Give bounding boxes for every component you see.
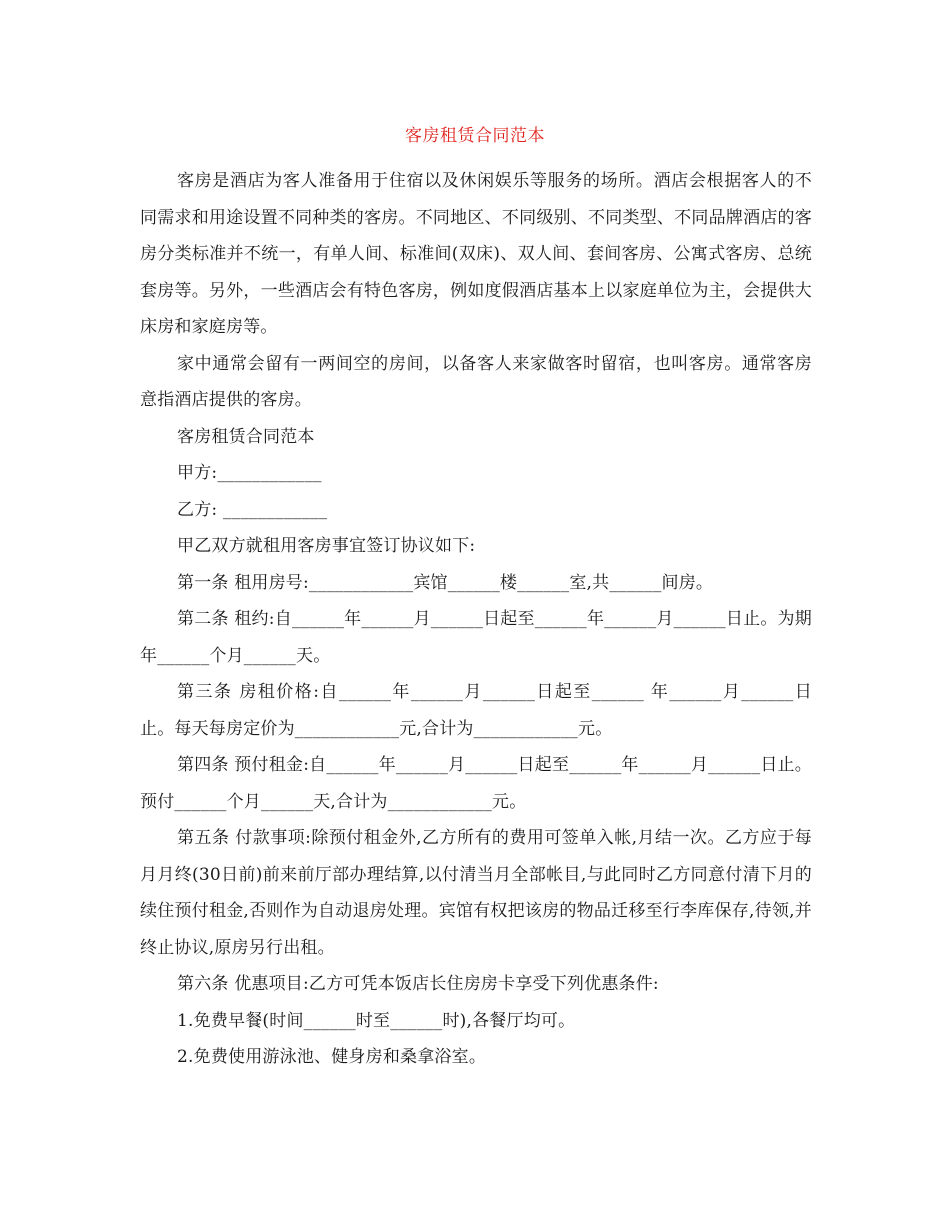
benefit-item-2: 2.免费使用游泳池、健身房和桑拿浴室。 bbox=[177, 1047, 487, 1067]
article-5-payment-terms: 第五条 付款事项:除预付租金外,乙方所有的费用可签单入帐,月结一次。乙方应于每月月终(30日前)前来前厅部办理结算,以付清当月全部帐目,与此同时乙方同意付清下月的续住预付租金,否则作为自动退房处理。宾馆有权把该房的物品迁移至行李库保存,待领,并终止协议,原房另行出租。 bbox=[140, 828, 812, 958]
article-1-room-number: 第一条 租用房号:____________宾馆______楼______室,共______间房。 bbox=[177, 572, 714, 593]
paragraph-party-a: 甲方:____________ bbox=[177, 463, 322, 483]
document-title: 客房租赁合同范本 bbox=[405, 126, 545, 146]
article-6-benefits: 第六条 优惠项目:乙方可凭本饭店长住房房卡享受下列优惠条件: bbox=[177, 974, 659, 994]
paragraph-party-b: 乙方: ____________ bbox=[177, 499, 328, 520]
article-4-prepaid-rent: 第四条 预付租金:自______年______月______日起至______年______月______日止。预付______个月______天,合计为____________元。 bbox=[140, 755, 812, 812]
paragraph-home-guest-room: 家中通常会留有一两间空的房间，以备客人来家做客时留宿，也叫客房。通常客房意指酒店提供的客房。 bbox=[140, 353, 812, 410]
paragraph-contract-heading: 客房租赁合同范本 bbox=[177, 426, 315, 447]
paragraph-intro: 客房是酒店为客人准备用于住宿以及休闲娱乐等服务的场所。酒店会根据客人的不同需求和用途设置不同种类的客房。不同地区、不同级别、不同类型、不同品牌酒店的客房分类标准并不统一，有单人间、标准间(双床)、双人间、套间客房、公寓式客房、总统套房等。另外，一些酒店会有特色客房，例如度假酒店基本上以家庭单位为主，会提供大床房和家庭房等。 bbox=[140, 171, 812, 337]
article-3-room-rate: 第三条 房租价格:自______年______月______日起至______ 年______月______日止。每天每房定价为____________元,合计为____________元。 bbox=[140, 682, 812, 739]
benefit-item-1: 1.免费早餐(时间______时至______时),各餐厅均可。 bbox=[177, 1010, 576, 1031]
article-2-lease-term: 第二条 租约:自______年______月______日起至______年______月______日止。为期 年______个月______天。 bbox=[140, 609, 812, 666]
document-body bbox=[140, 163, 812, 1076]
paragraph-agreement-intro: 甲乙双方就租用客房事宜签订协议如下: bbox=[177, 536, 476, 556]
